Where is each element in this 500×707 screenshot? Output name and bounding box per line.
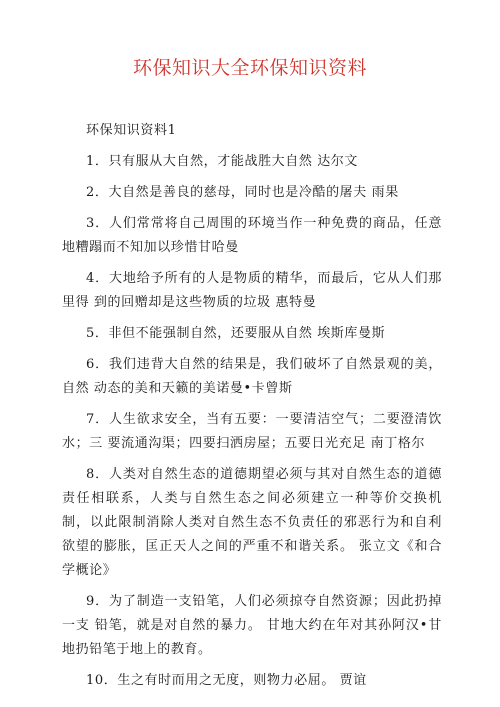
quote-paragraph: 4．大地给予所有的人是物质的精华，而最后，它从人们那里得 到的回赠却是这些物质的垃圾 惠特曼 [62,271,442,310]
document-body [62,119,442,700]
quote-paragraph: 5．非但不能强制自然，还要服从自然 埃斯库曼斯 [86,326,386,341]
quote-paragraph: 3．人们常常将自己周围的环境当作一种免费的商品，任意地糟蹋而不知加以珍惜甘哈曼 [62,216,442,255]
quote-paragraph: 2．大自然是善良的慈母，同时也是冷酷的屠夫 雨果 [86,185,399,200]
section-heading: 环保知识资料1 [86,123,177,138]
quote-paragraph: 9．为了制造一支铅笔，人们必须掠夺自然资源；因此扔掉一支 铅笔，就是对自然的暴力。 甘地大约在年对其孙阿汉•甘地扔铅笔于地上的教育。 [62,594,442,657]
quote-paragraph: 10．生之有时而用之无度，则物力必屈。 贾谊 [86,673,367,688]
quote-paragraph: 1．只有服从大自然，才能战胜大自然 达尔文 [86,154,359,169]
quote-paragraph: 8．人类对自然生态的道德期望必须与其对自然生态的道德责任相联系，人类与自然生态之间必须建立一种等价交换机制，以此限制消除人类对自然生态不负责任的邪恶行为和自利欲望的膨胀，匡正天人之间的严重不和谐关系。 张立文《和合学概论》 [62,467,442,578]
quote-paragraph: 7．人生欲求安全，当有五要：一要清洁空气；二要澄清饮水；三 要流通沟渠；四要扫洒房屋；五要日光充足 南丁格尔 [62,412,442,451]
quote-paragraph: 6．我们违背大自然的结果是，我们破坏了自然景观的美，自然 动态的美和天籁的美诺曼•卡曾斯 [62,357,442,396]
document-title: 环保知识大全环保知识资料 [132,57,367,79]
